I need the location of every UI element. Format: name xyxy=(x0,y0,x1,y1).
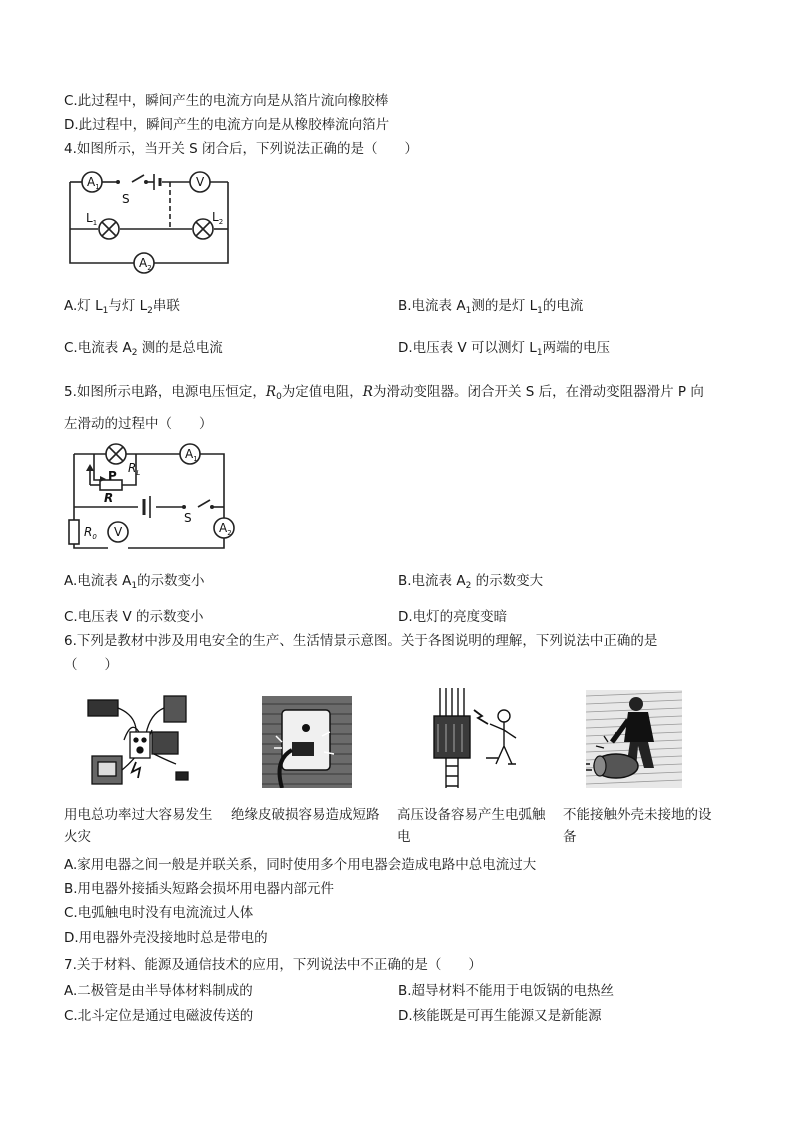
q6-high-voltage-arc-illustration xyxy=(426,686,526,790)
q5-ammeter-a1-label: $A_1$ xyxy=(185,447,198,463)
q6-caption-2: 绝缘皮破损容易造成短路 xyxy=(231,807,380,823)
q4-lamp-l2-label: $L_2$ xyxy=(212,210,224,226)
q5-switch-label: S xyxy=(184,511,192,525)
q5-option-d: D.电灯的亮度变暗 xyxy=(398,609,508,625)
q6-option-a: A.家用电器之间一般是并联关系，同时使用多个用电器会造成电路中总电流过大 xyxy=(64,857,537,873)
q6-broken-insulation-illustration xyxy=(262,696,352,788)
q5-ammeter-a2-label: $A_2$ xyxy=(219,521,232,537)
q6-stem-line-2: （ ） xyxy=(64,657,118,673)
q7-option-d: D.核能既是可再生能源又是新能源 xyxy=(398,1008,602,1024)
q4-lamp-l1-label: $L_1$ xyxy=(86,211,98,227)
q5-resistor-r0-label: $R_0$ xyxy=(84,525,97,541)
q4-ammeter-a2-label: $A_2$ xyxy=(139,256,152,272)
q6-option-b: B.用电器外接插头短路会损坏用电器内部元件 xyxy=(64,881,335,897)
q5-stem-line-1: 5.如图所示电路，电源电压恒定，$R_0$为定值电阻，R为滑动变阻器。闭合开关 S 后，在滑动变阻器滑片 P 向 xyxy=(64,384,704,402)
q5-option-a: A.电流表 $A_1$的示数变小 xyxy=(64,573,205,591)
q6-ungrounded-device-illustration xyxy=(586,690,682,788)
q4-option-d: D.电压表 V 可以测灯 $L_1$两端的电压 xyxy=(398,340,611,358)
q5-slider-p-label: P xyxy=(108,469,117,483)
q5-lamp-rl-label: $R_L$ xyxy=(128,461,141,477)
q3-option-d: D.此过程中，瞬间产生的电流方向是从橡胶棒流向箔片 xyxy=(64,117,390,133)
q7-option-a: A.二极管是由半导体材料制成的 xyxy=(64,983,253,999)
q5-stem-line-2: 左滑动的过程中（ ） xyxy=(64,416,213,432)
q6-option-d: D.用电器外壳没接地时总是带电的 xyxy=(64,930,268,946)
q4-option-b: B.电流表 $A_1$测的是灯 $L_1$的电流 xyxy=(398,298,584,316)
q5-voltmeter-label: V xyxy=(114,525,123,539)
q4-switch-label: S xyxy=(122,192,130,206)
q6-caption-3: 高压设备容易产生电弧触电 xyxy=(397,807,546,845)
q4-option-c: C.电流表 $A_2$ 测的是总电流 xyxy=(64,340,223,358)
q5-rheostat-r-label: R xyxy=(104,491,114,505)
q7-option-b: B.超导材料不能用于电饭锅的电热丝 xyxy=(398,983,615,999)
q5-circuit-diagram xyxy=(64,440,242,554)
q4-stem: 4.如图所示，当开关 S 闭合后，下列说法正确的是（ ） xyxy=(64,141,419,157)
q4-option-a: A.灯 $L_1$与灯 $L_2$串联 xyxy=(64,298,180,316)
q7-option-c: C.北斗定位是通过电磁波传送的 xyxy=(64,1008,254,1024)
q4-voltmeter-label: V xyxy=(196,175,205,189)
q4-circuit-diagram xyxy=(62,165,238,277)
q5-option-b: B.电流表 $A_2$ 的示数变大 xyxy=(398,573,544,591)
q6-caption-1: 用电总功率过大容易发生火灾 xyxy=(64,807,213,845)
q6-option-c: C.电弧触电时没有电流流过人体 xyxy=(64,905,254,921)
q7-stem: 7.关于材料、能源及通信技术的应用，下列说法中不正确的是（ ） xyxy=(64,957,482,973)
q6-stem-line-1: 6.下列是教材中涉及用电安全的生产、生活情景示意图。关于各图说明的理解，下列说法中正确的是 xyxy=(64,633,658,649)
q3-option-c: C.此过程中，瞬间产生的电流方向是从箔片流向橡胶棒 xyxy=(64,93,389,109)
q6-caption-4: 不能接触外壳未接地的设备 xyxy=(563,807,712,845)
q5-option-c: C.电压表 V 的示数变小 xyxy=(64,609,204,625)
q4-ammeter-a1-label: $A_1$ xyxy=(87,175,100,191)
q6-overload-illustration xyxy=(80,686,198,790)
